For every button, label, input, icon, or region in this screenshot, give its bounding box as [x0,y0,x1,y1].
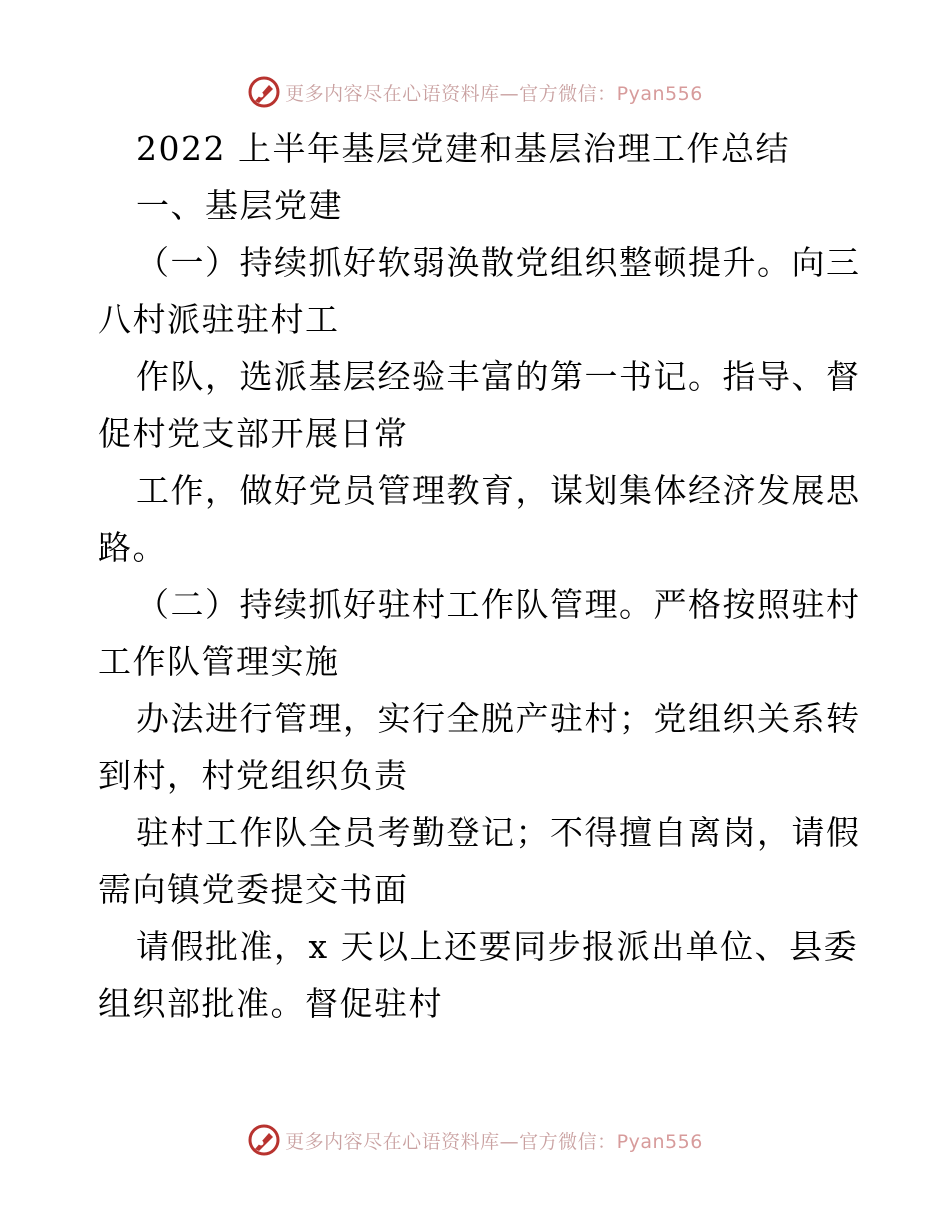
watermark-wechat-id: Pyan556 [616,1130,703,1153]
document-line: 请假批准，x 天以上还要同步报派出单位、县委 [136,927,859,966]
document-line: （一）持续抓好软弱涣散党组织整顿提升。向三 [136,243,861,282]
watermark-header [0,72,950,112]
document-line: （二）持续抓好驻村工作队管理。严格按照驻村 [136,585,861,624]
document-line: 路。 [98,528,167,567]
document-line: 组织部批准。督促驻村 [98,984,443,1023]
document-line: 需向镇党委提交书面 [98,870,409,909]
document-line: 办法进行管理，实行全脱产驻村；党组织关系转 [136,699,861,738]
document-line: 一、基层党建 [136,186,343,225]
watermark-footer [0,1120,950,1160]
document-line: 促村党支部开展日常 [98,414,409,453]
document-line: 2022 上半年基层党建和基层治理工作总结 [136,129,790,168]
pen-nib-logo-icon [247,75,281,109]
watermark-wechat-id: Pyan556 [616,82,703,105]
document-line: 工作，做好党员管理教育，谋划集体经济发展思 [136,471,861,510]
document-line: 到村，村党组织负责 [98,756,409,795]
document-body [98,120,861,1032]
document-line: 工作队管理实施 [98,642,340,681]
document-line: 八村派驻驻村工 [98,300,340,339]
watermark-text: 更多内容尽在心语资料库—官方微信：Pyan556 [285,82,703,105]
document-line: 驻村工作队全员考勤登记；不得擅自离岗，请假 [136,813,861,852]
document-line: 作队，选派基层经验丰富的第一书记。指导、督 [136,357,861,396]
pen-nib-logo-icon [247,1123,281,1157]
watermark-text: 更多内容尽在心语资料库—官方微信：Pyan556 [285,1130,703,1153]
